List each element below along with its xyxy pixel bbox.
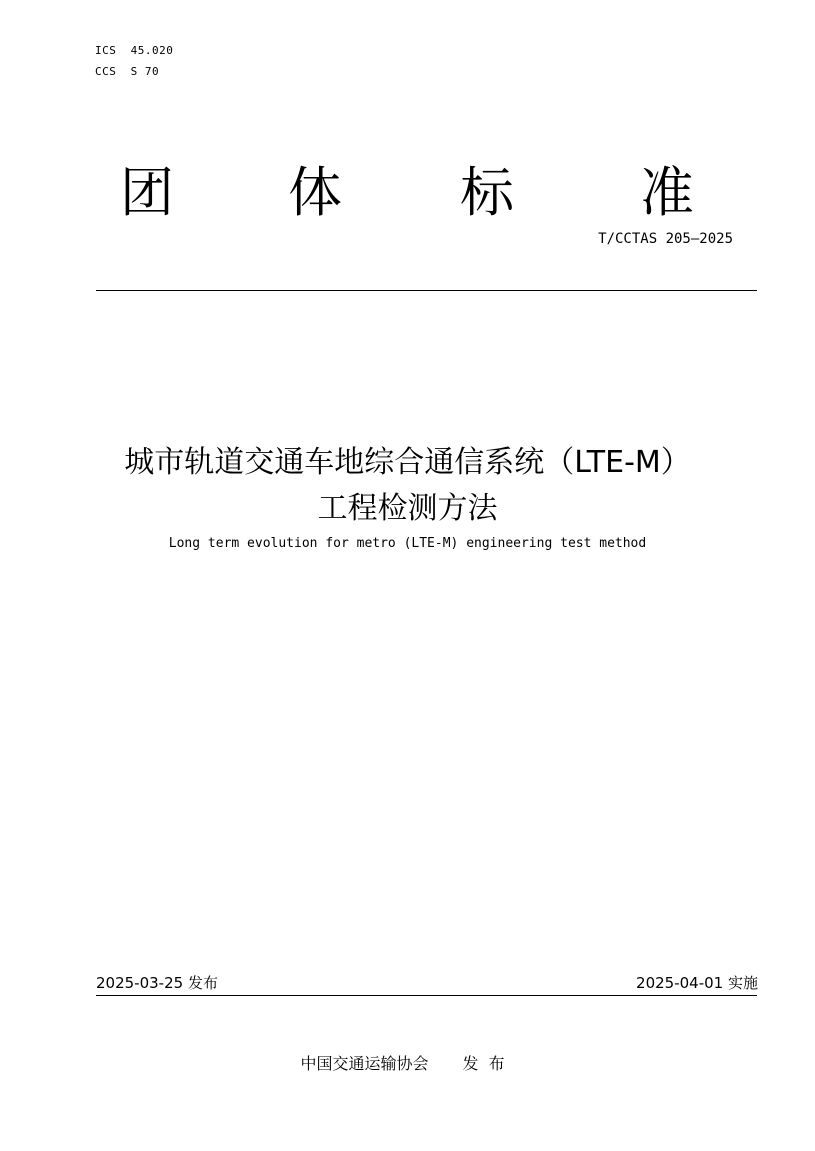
doc-kind-char-1: 团 xyxy=(120,161,174,224)
title-chinese-line-1: 城市轨道交通车地综合通信系统（LTE-M） xyxy=(124,445,691,480)
publisher-organization: 中国交通运输协会 xyxy=(300,1054,429,1073)
publisher-line xyxy=(0,1052,815,1076)
title-english: Long term evolution for metro (LTE-M) engineering test method xyxy=(168,536,647,551)
publisher-action: 发布 xyxy=(462,1054,515,1073)
doc-kind-char-3: 标 xyxy=(460,161,514,224)
implementation-date: 2025-04-01 实施 xyxy=(636,974,758,992)
top-divider xyxy=(96,290,757,291)
classification-codes xyxy=(95,40,173,82)
title-chinese xyxy=(0,440,815,532)
ics-code: ICS 45.020 xyxy=(95,44,174,57)
issue-date: 2025-03-25 发布 xyxy=(96,974,218,992)
doc-kind-char-4: 准 xyxy=(640,161,694,224)
standard-number: T/CCTAS 205—2025 xyxy=(598,231,733,247)
title-chinese-line-2: 工程检测方法 xyxy=(317,491,498,526)
doc-kind-char-2: 体 xyxy=(288,161,342,224)
document-type-heading xyxy=(120,158,720,228)
bottom-divider xyxy=(96,995,757,996)
ccs-code: CCS S 70 xyxy=(95,65,160,78)
